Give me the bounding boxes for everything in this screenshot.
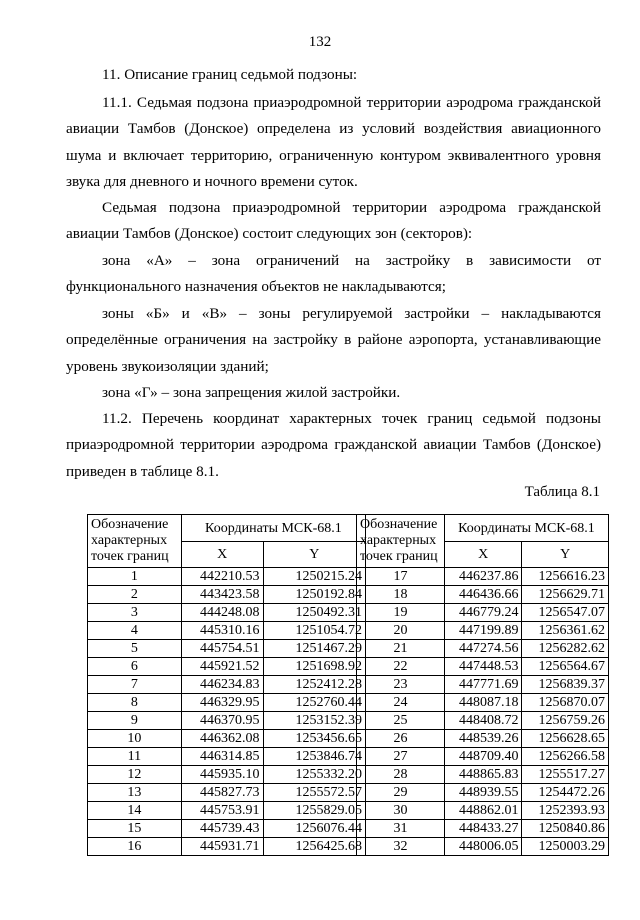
point-number: 9 xyxy=(88,712,182,730)
table-row xyxy=(88,640,366,658)
point-number: 7 xyxy=(88,676,182,694)
coord-x: 446436.66 xyxy=(444,586,522,604)
coord-y: 1251698.92 xyxy=(263,658,365,676)
coord-x: 445739.43 xyxy=(181,820,263,838)
coord-x: 447199.89 xyxy=(444,622,522,640)
point-number: 4 xyxy=(88,622,182,640)
coord-y: 1250840.86 xyxy=(522,820,609,838)
point-number: 17 xyxy=(357,568,445,586)
coord-y: 1252412.28 xyxy=(263,676,365,694)
table-row xyxy=(357,586,609,604)
coord-x: 446362.08 xyxy=(181,730,263,748)
coord-x: 445753.91 xyxy=(181,802,263,820)
point-number: 5 xyxy=(88,640,182,658)
table-body-right xyxy=(357,568,609,856)
coord-y: 1256547.07 xyxy=(522,604,609,622)
point-number: 27 xyxy=(357,748,445,766)
coord-y: 1253456.65 xyxy=(263,730,365,748)
table-row xyxy=(357,622,609,640)
coord-y: 1253846.74 xyxy=(263,748,365,766)
coord-y: 1250192.84 xyxy=(263,586,365,604)
table-row xyxy=(357,820,609,838)
point-number: 18 xyxy=(357,586,445,604)
table-row xyxy=(88,748,366,766)
table-row xyxy=(357,694,609,712)
coord-y: 1255517.27 xyxy=(522,766,609,784)
point-number: 29 xyxy=(357,784,445,802)
coord-x: 445935.10 xyxy=(181,766,263,784)
table-row xyxy=(88,694,366,712)
paragraph-11-2: 11.2. Перечень координат характерных точек границ седьмой подзоны приаэродромной территории аэродрома гражданской авиации Тамбов (Донское) приведен в таблице 8.1. xyxy=(66,410,601,480)
coord-y: 1256425.68 xyxy=(263,838,365,856)
coord-x: 445827.73 xyxy=(181,784,263,802)
coord-y: 1256361.62 xyxy=(522,622,609,640)
coord-x: 448087.18 xyxy=(444,694,522,712)
coord-y: 1250003.29 xyxy=(522,838,609,856)
point-number: 30 xyxy=(357,802,445,820)
header-x: X xyxy=(181,542,263,568)
coord-x: 448865.83 xyxy=(444,766,522,784)
table-caption: Таблица 8.1 xyxy=(524,484,600,500)
coord-y: 1253152.39 xyxy=(263,712,365,730)
point-number: 22 xyxy=(357,658,445,676)
coord-x: 448006.05 xyxy=(444,838,522,856)
coord-y: 1256564.67 xyxy=(522,658,609,676)
table-row xyxy=(357,658,609,676)
coord-y: 1251054.72 xyxy=(263,622,365,640)
coord-y: 1256629.71 xyxy=(522,586,609,604)
coord-y: 1255572.57 xyxy=(263,784,365,802)
coord-y: 1251467.29 xyxy=(263,640,365,658)
coord-x: 448709.40 xyxy=(444,748,522,766)
point-number: 1 xyxy=(88,568,182,586)
table-row xyxy=(357,640,609,658)
coord-x: 447771.69 xyxy=(444,676,522,694)
point-number: 25 xyxy=(357,712,445,730)
point-number: 16 xyxy=(88,838,182,856)
coord-x: 442210.53 xyxy=(181,568,263,586)
paragraph-zone-g: зона «Г» – зона запрещения жилой застройки. xyxy=(102,384,401,401)
point-number: 19 xyxy=(357,604,445,622)
table-row xyxy=(88,820,366,838)
coord-y: 1252393.93 xyxy=(522,802,609,820)
paragraph-zone-a: зона «А» – зона ограничений на застройку в зависимости от функционального назначения объектов не накладываются; xyxy=(66,252,601,296)
point-number: 8 xyxy=(88,694,182,712)
header-point-label: Обозначение характерных точек границ xyxy=(357,515,445,568)
table-row xyxy=(357,802,609,820)
table-row xyxy=(357,748,609,766)
table-row xyxy=(88,730,366,748)
coord-x: 445310.16 xyxy=(181,622,263,640)
coord-y: 1255332.20 xyxy=(263,766,365,784)
section-heading: 11. Описание границ седьмой подзоны: xyxy=(102,66,358,83)
coord-x: 446237.86 xyxy=(444,568,522,586)
point-number: 20 xyxy=(357,622,445,640)
coordinates-table-right xyxy=(356,514,609,856)
coord-x: 448433.27 xyxy=(444,820,522,838)
table-row xyxy=(357,712,609,730)
coord-x: 445754.51 xyxy=(181,640,263,658)
coord-y: 1256839.37 xyxy=(522,676,609,694)
table-row xyxy=(88,784,366,802)
table-body-left xyxy=(88,568,366,856)
table-row xyxy=(88,658,366,676)
table-row xyxy=(357,730,609,748)
point-number: 23 xyxy=(357,676,445,694)
point-number: 24 xyxy=(357,694,445,712)
point-number: 14 xyxy=(88,802,182,820)
coord-x: 448539.26 xyxy=(444,730,522,748)
header-coordinates: Координаты МСК-68.1 xyxy=(444,515,608,542)
point-number: 2 xyxy=(88,586,182,604)
header-y: Y xyxy=(263,542,365,568)
coord-y: 1256266.58 xyxy=(522,748,609,766)
coord-y: 1250215.24 xyxy=(263,568,365,586)
point-number: 12 xyxy=(88,766,182,784)
coord-x: 444248.08 xyxy=(181,604,263,622)
coord-y: 1256076.44 xyxy=(263,820,365,838)
coord-x: 445921.52 xyxy=(181,658,263,676)
point-number: 6 xyxy=(88,658,182,676)
point-number: 28 xyxy=(357,766,445,784)
coord-x: 445931.71 xyxy=(181,838,263,856)
coord-x: 446779.24 xyxy=(444,604,522,622)
coord-x: 447274.56 xyxy=(444,640,522,658)
point-number: 21 xyxy=(357,640,445,658)
point-number: 11 xyxy=(88,748,182,766)
coord-x: 446314.85 xyxy=(181,748,263,766)
coord-y: 1254472.26 xyxy=(522,784,609,802)
coord-y: 1256870.07 xyxy=(522,694,609,712)
table-row xyxy=(357,766,609,784)
coordinates-table-left xyxy=(87,514,366,856)
header-y: Y xyxy=(522,542,609,568)
coord-y: 1250492.31 xyxy=(263,604,365,622)
paragraph-zones-b-v: зоны «Б» и «В» – зоны регулируемой застройки – накладываются определённые ограничения на застройку в районе аэропорта, устанавливающие уровень звукоизоляции зданий; xyxy=(66,305,601,375)
point-number: 31 xyxy=(357,820,445,838)
table-row xyxy=(88,766,366,784)
table-row xyxy=(357,604,609,622)
coord-x: 448408.72 xyxy=(444,712,522,730)
table-row xyxy=(357,568,609,586)
point-number: 15 xyxy=(88,820,182,838)
coord-x: 446329.95 xyxy=(181,694,263,712)
table-row xyxy=(88,568,366,586)
table-row xyxy=(88,622,366,640)
point-number: 10 xyxy=(88,730,182,748)
table-row xyxy=(357,676,609,694)
table-row xyxy=(88,676,366,694)
coord-x: 443423.58 xyxy=(181,586,263,604)
coord-y: 1256628.65 xyxy=(522,730,609,748)
header-point-label: Обозначение характерных точек границ xyxy=(88,515,182,568)
coord-y: 1252760.44 xyxy=(263,694,365,712)
header-x: X xyxy=(444,542,522,568)
page-number: 132 xyxy=(308,34,332,50)
coord-x: 447448.53 xyxy=(444,658,522,676)
paragraph-11-1: 11.1. Седьмая подзона приаэродромной территории аэродрома гражданской авиации Тамбов (Донское) определена из условий воздействия авиационного шума и включает территорию, ограниченную контуром эквивалентного уровня звука для дневного и ночного времени суток. xyxy=(66,94,601,190)
table-row xyxy=(88,838,366,856)
paragraph-zones-intro: Седьмая подзона приаэродромной территории аэродрома гражданской авиации Тамбов (Донское) состоит следующих зон (секторов): xyxy=(66,199,601,243)
coord-y: 1256759.26 xyxy=(522,712,609,730)
table-row xyxy=(88,802,366,820)
coord-x: 448939.55 xyxy=(444,784,522,802)
coord-y: 1256616.23 xyxy=(522,568,609,586)
coord-y: 1255829.05 xyxy=(263,802,365,820)
point-number: 13 xyxy=(88,784,182,802)
header-coordinates: Координаты МСК-68.1 xyxy=(181,515,365,542)
table-row xyxy=(357,838,609,856)
coord-x: 446370.95 xyxy=(181,712,263,730)
coord-y: 1256282.62 xyxy=(522,640,609,658)
point-number: 3 xyxy=(88,604,182,622)
coord-x: 446234.83 xyxy=(181,676,263,694)
table-row xyxy=(88,586,366,604)
table-row xyxy=(88,604,366,622)
point-number: 26 xyxy=(357,730,445,748)
coord-x: 448862.01 xyxy=(444,802,522,820)
table-row xyxy=(357,784,609,802)
point-number: 32 xyxy=(357,838,445,856)
table-row xyxy=(88,712,366,730)
